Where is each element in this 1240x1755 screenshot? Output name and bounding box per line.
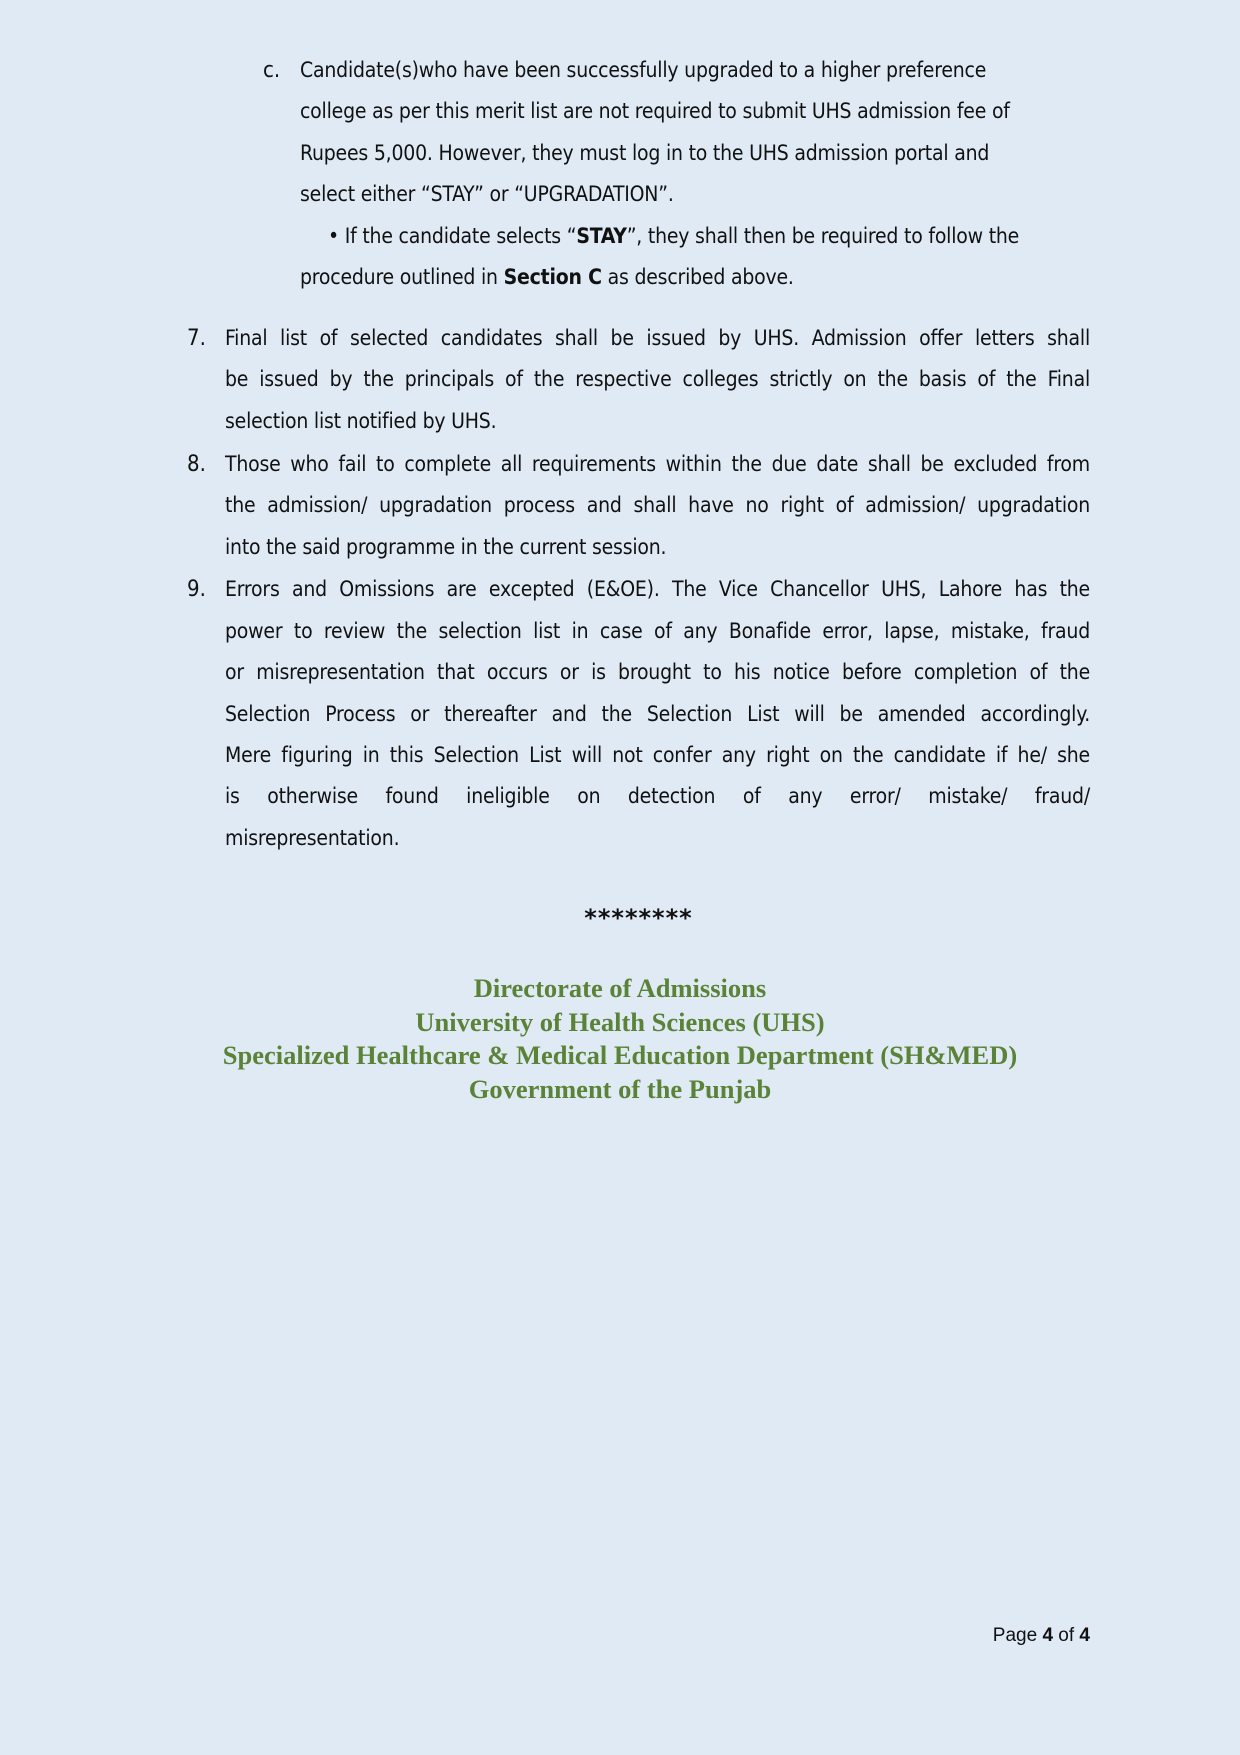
text-run: as described above. [601,265,794,289]
page-number [993,1625,1090,1647]
list-marker: 7. [187,326,206,351]
section-separator: ******** [584,904,693,932]
list-item-line [328,216,1019,257]
signature-line: University of Health Sciences (UHS) [415,1006,825,1037]
list-item-line [300,174,674,215]
list-item-line [300,133,989,174]
list-item-line: the admission/ upgradation process and shall have no right of admission/ upgradation [225,493,1090,518]
of-label: of [1053,1625,1080,1646]
page-label: Page [992,1625,1043,1646]
list-item-line: Errors and Omissions are excepted (E&OE). The Vice Chancellor UHS, Lahore has the [225,577,1090,602]
total-pages: 4 [1079,1625,1090,1646]
list-item-line: be issued by the principals of the respective colleges strictly on the basis of the Final [225,367,1090,392]
list-item-line [300,50,986,91]
list-item-line: is otherwise found ineligible on detection of any error/ mistake/ fraud/ [225,784,1090,809]
list-item-line: Final list of selected candidates shall be issued by UHS. Admission offer letters shall [225,326,1090,350]
text-run: select either “STAY” or “UPGRADATION”. [300,182,674,207]
bold-text: STAY [576,223,627,248]
list-item-line: selection list notified by UHS. [225,408,497,433]
list-item-line: power to review the selection list in case of any Bonafide error, lapse, mistake, fraud [225,618,1090,643]
signature-line: Directorate of Admissions [473,973,767,1003]
signature-line: Specialized Healthcare & Medical Education Department (SH&MED) [222,1040,1018,1070]
signature-block [0,972,1240,1106]
text-run: college as per this merit list are not required to submit UHS admission fee of [300,99,1010,124]
list-marker: c. [263,58,281,83]
list-marker: 8. [187,451,206,477]
list-item-line: into the said programme in the current session. [225,534,667,559]
bold-text: Section C [503,265,602,289]
current-page: 4 [1042,1625,1054,1646]
text-run: Candidate(s)who have been successfully upgraded to a higher preference [300,58,987,82]
list-item-line: or misrepresentation that occurs or is brought to his notice before completion of the [225,660,1090,685]
list-marker: 9. [187,577,206,603]
list-item-line [300,257,794,298]
signature-line: Government of the Punjab [468,1073,772,1104]
text-run: • If the candidate selects “ [328,223,577,248]
list-item-line [300,91,1010,132]
text-run: Rupees 5,000. However, they must log in to the UHS admission portal and [300,140,990,165]
list-item-line: misrepresentation. [225,825,400,850]
list-item-line: Mere figuring in this Selection List will not confer any right on the candidate if he/ she [225,743,1090,767]
text-run: procedure outlined in [300,265,504,289]
list-item-line: Those who fail to complete all requirements within the due date shall be excluded from [225,451,1090,476]
text-run: ”, they shall then be required to follow the [626,223,1020,248]
list-item-line: Selection Process or thereafter and the Selection List will be amended accordingly. [225,701,1090,726]
